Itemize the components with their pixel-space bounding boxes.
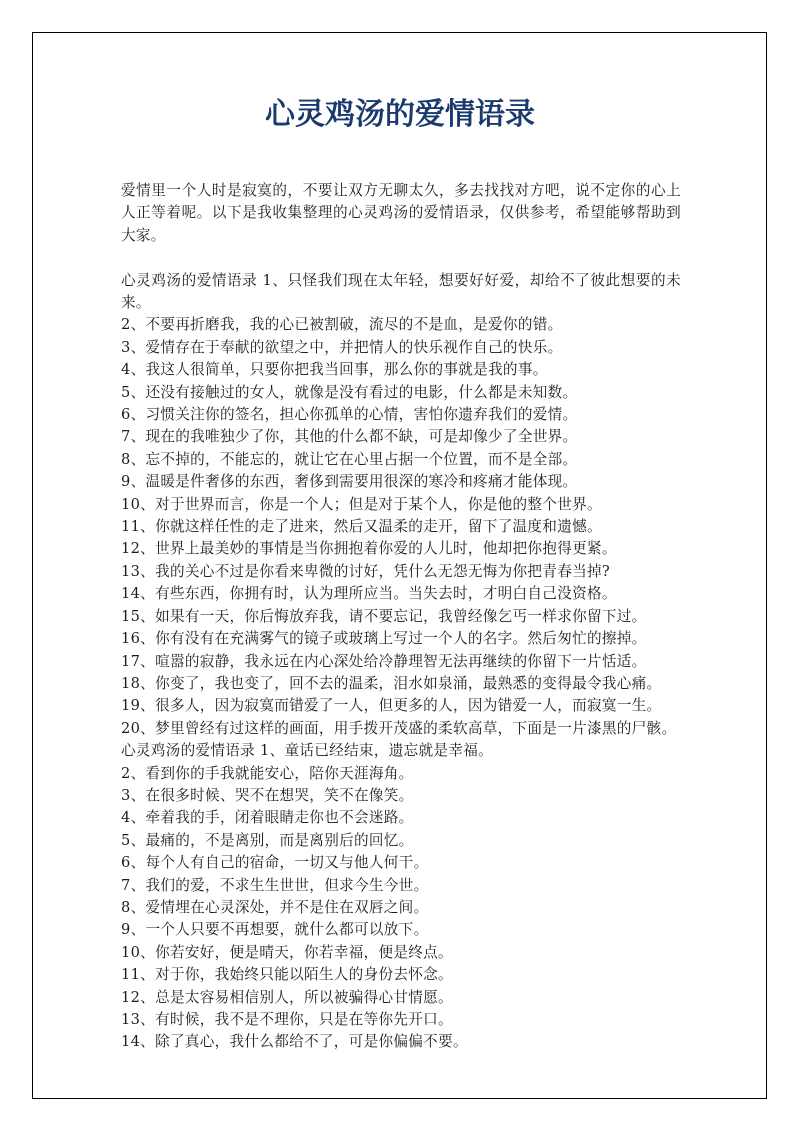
quote-line: 20、梦里曾经有过这样的画面，用手拨开茂盛的柔软高草，下面是一片漆黑的尸骸。 <box>121 719 677 737</box>
quote-line: 12、世界上最美妙的事情是当你拥抱着你爱的人儿时，他却把你抱得更紧。 <box>121 540 617 558</box>
quote-line: 3、爱情存在于奉献的欲望之中，并把情人的快乐视作自己的快乐。 <box>121 338 563 356</box>
quote-line: 心灵鸡汤的爱情语录 1、童话已经结束，遗忘就是幸福。 <box>121 742 493 760</box>
quote-line: 10、你若安好，便是晴天，你若幸福，便是终点。 <box>121 943 453 961</box>
quote-line: 18、你变了，我也变了，回不去的温柔，泪水如泉涌，最熟悉的变得最令我心痛。 <box>121 674 662 692</box>
quote-line: 14、有些东西，你拥有时，认为理所应当。当失去时，才明白自己没资格。 <box>121 585 617 603</box>
quote-line: 5、最痛的，不是离别，而是离别后的回忆。 <box>121 831 414 849</box>
intro-paragraph: 爱情里一个人时是寂寞的，不要让双方无聊太久，多去找找对方吧，说不定你的心上人正等着呢。以下是我收集整理的心灵鸡汤的爱情语录，仅供参考，希望能够帮助到大家。 <box>121 182 681 244</box>
quote-line: 3、在很多时候、哭不在想哭，笑不在像笑。 <box>121 786 414 804</box>
quote-line: 11、对于你，我始终只能以陌生人的身份去怀念。 <box>121 966 453 984</box>
quote-line: 13、有时候，我不是不理你，只是在等你先开口。 <box>121 1011 453 1029</box>
quote-line: 13、我的关心不过是你看来卑微的讨好，凭什么无怨无悔为你把青春当掉? <box>121 562 611 580</box>
paragraph-gap <box>121 247 681 269</box>
quote-line: 14、除了真心，我什么都给不了，可是你偏偏不要。 <box>121 1033 468 1051</box>
quote-line: 9、一个人只要不再想要，就什么都可以放下。 <box>121 921 429 939</box>
quote-line: 8、爱情埋在心灵深处，并不是住在双唇之间。 <box>121 898 429 916</box>
quote-line: 4、牵着我的手，闭着眼睛走你也不会迷路。 <box>121 809 414 827</box>
quote-line: 15、如果有一天，你后悔放弃我，请不要忘记，我曾经像乞丐一样求你留下过。 <box>121 607 647 625</box>
quote-line: 6、习惯关注你的签名，担心你孤单的心情，害怕你遗弃我们的爱情。 <box>121 406 578 424</box>
quote-line: 7、现在的我唯独少了你，其他的什么都不缺，可是却像少了全世界。 <box>121 428 578 446</box>
quote-line: 7、我们的爱，不求生生世世，但求今生今世。 <box>121 876 429 894</box>
quote-line: 16、你有没有在充满雾气的镜子或玻璃上写过一个人的名字。然后匆忙的擦掉。 <box>121 630 647 648</box>
quote-line: 9、温暖是件奢侈的东西，奢侈到需要用很深的寒冷和疼痛才能体现。 <box>121 473 578 491</box>
quote-line: 17、喧嚣的寂静，我永远在内心深处给冷静理智无法再继续的你留下一片恬适。 <box>121 652 647 670</box>
quote-line: 2、不要再折磨我，我的心已被割破，流尽的不是血，是爱你的错。 <box>121 316 563 334</box>
quote-line: 8、忘不掉的，不能忘的，就让它在心里占据一个位置，而不是全部。 <box>121 450 578 468</box>
quote-line: 5、还没有接触过的女人，就像是没有看过的电影，什么都是未知数。 <box>121 383 578 401</box>
document-body <box>121 180 681 1054</box>
quote-line: 12、总是太容易相信别人，所以被骗得心甘情愿。 <box>121 988 453 1006</box>
quote-line: 11、你就这样任性的走了进来，然后又温柔的走开，留下了温度和遗憾。 <box>121 518 602 536</box>
document-title: 心灵鸡汤的爱情语录 <box>265 97 535 132</box>
quote-line: 6、每个人有自己的宿命，一切又与他人何干。 <box>121 854 429 872</box>
quote-line: 心灵鸡汤的爱情语录 1、只怪我们现在太年轻，想要好好爱，却给不了彼此想要的未来。 <box>121 271 681 312</box>
quote-line: 4、我这人很简单，只要你把我当回事，那么你的事就是我的事。 <box>121 361 548 379</box>
quote-line: 19、很多人，因为寂寞而错爱了一人，但更多的人，因为错爱一人，而寂寞一生。 <box>121 697 662 715</box>
quote-line: 2、看到你的手我就能安心，陪你天涯海角。 <box>121 764 414 782</box>
quote-line: 10、对于世界而言，你是一个人；但是对于某个人，你是他的整个世界。 <box>121 495 602 513</box>
